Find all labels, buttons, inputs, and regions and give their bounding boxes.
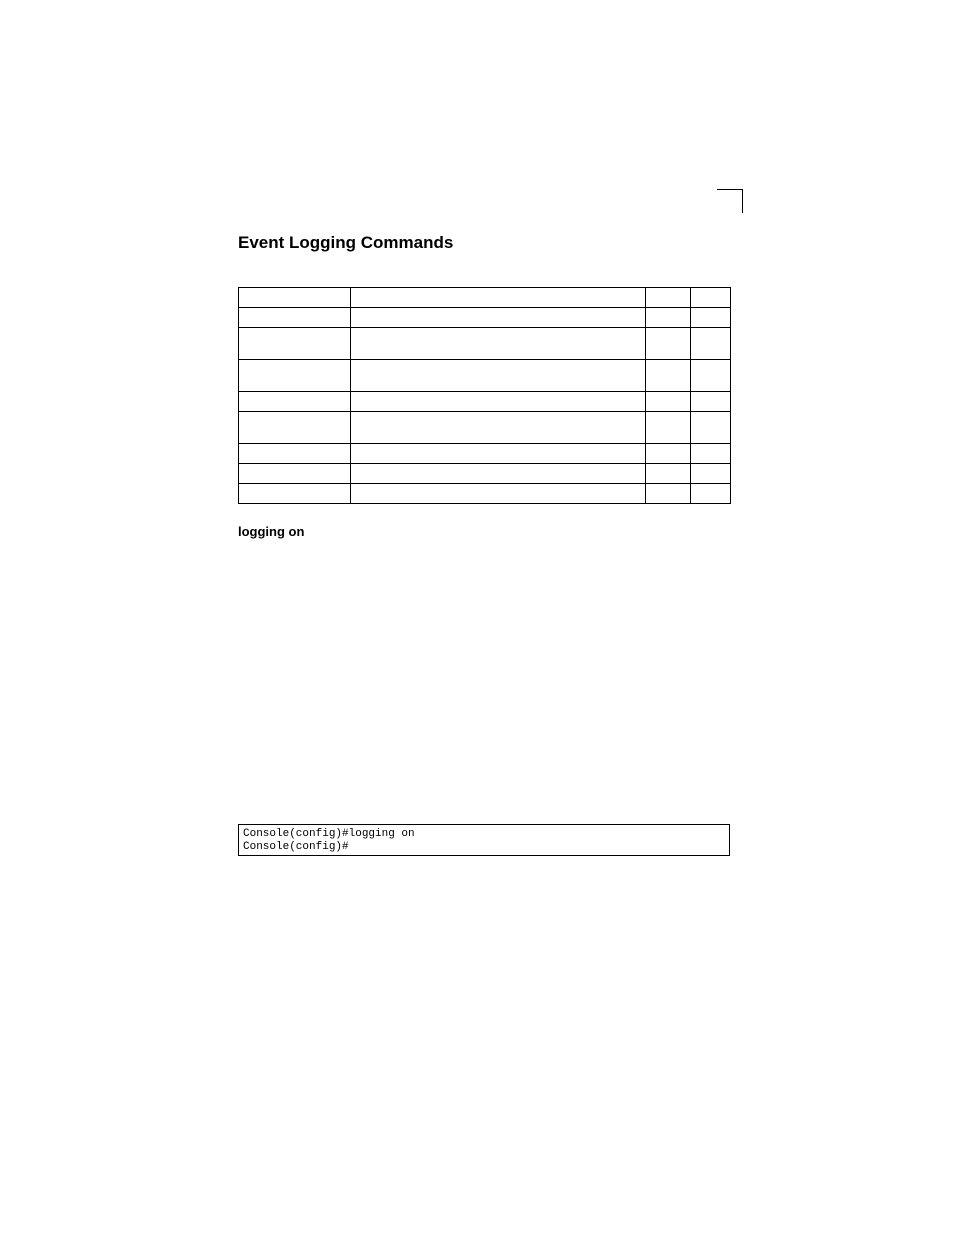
table-row	[239, 444, 731, 464]
table-cell	[239, 328, 351, 360]
table-cell	[646, 308, 691, 328]
code-line: Console(config)#	[243, 841, 349, 853]
table-cell	[239, 464, 351, 484]
crop-mark-horizontal	[717, 189, 743, 190]
table-cell	[351, 444, 646, 464]
table-cell	[351, 360, 646, 392]
table-cell	[646, 328, 691, 360]
table-cell	[351, 412, 646, 444]
table-cell	[691, 328, 731, 360]
table-row	[239, 360, 731, 392]
table-cell	[691, 464, 731, 484]
table-cell	[691, 412, 731, 444]
table-row	[239, 308, 731, 328]
command-heading: logging on	[238, 524, 305, 539]
table-cell	[646, 288, 691, 308]
table-cell	[239, 308, 351, 328]
table-cell	[646, 360, 691, 392]
table-row	[239, 328, 731, 360]
table-cell	[646, 464, 691, 484]
table-cell	[239, 412, 351, 444]
table-row	[239, 464, 731, 484]
table-cell	[239, 288, 351, 308]
table-cell	[351, 328, 646, 360]
table-row	[239, 484, 731, 504]
table-cell	[691, 444, 731, 464]
table-cell	[646, 412, 691, 444]
table-cell	[646, 392, 691, 412]
table-row	[239, 392, 731, 412]
table-cell	[351, 484, 646, 504]
table-cell	[691, 360, 731, 392]
table-row	[239, 412, 731, 444]
table-cell	[691, 484, 731, 504]
table-cell	[691, 308, 731, 328]
table-cell	[691, 288, 731, 308]
table-cell	[351, 288, 646, 308]
table-cell	[351, 464, 646, 484]
example-code-block	[238, 824, 730, 856]
table-cell	[239, 392, 351, 412]
crop-mark-vertical	[742, 189, 743, 213]
table-cell	[646, 444, 691, 464]
section-title: Event Logging Commands	[238, 233, 454, 252]
commands-table	[238, 287, 731, 504]
table-header-row	[239, 288, 731, 308]
table-cell	[239, 360, 351, 392]
table-cell	[691, 392, 731, 412]
table-cell	[351, 308, 646, 328]
table-cell	[239, 484, 351, 504]
table-cell	[351, 392, 646, 412]
table-cell	[239, 444, 351, 464]
code-line: Console(config)#logging on	[243, 828, 415, 840]
table-cell	[646, 484, 691, 504]
